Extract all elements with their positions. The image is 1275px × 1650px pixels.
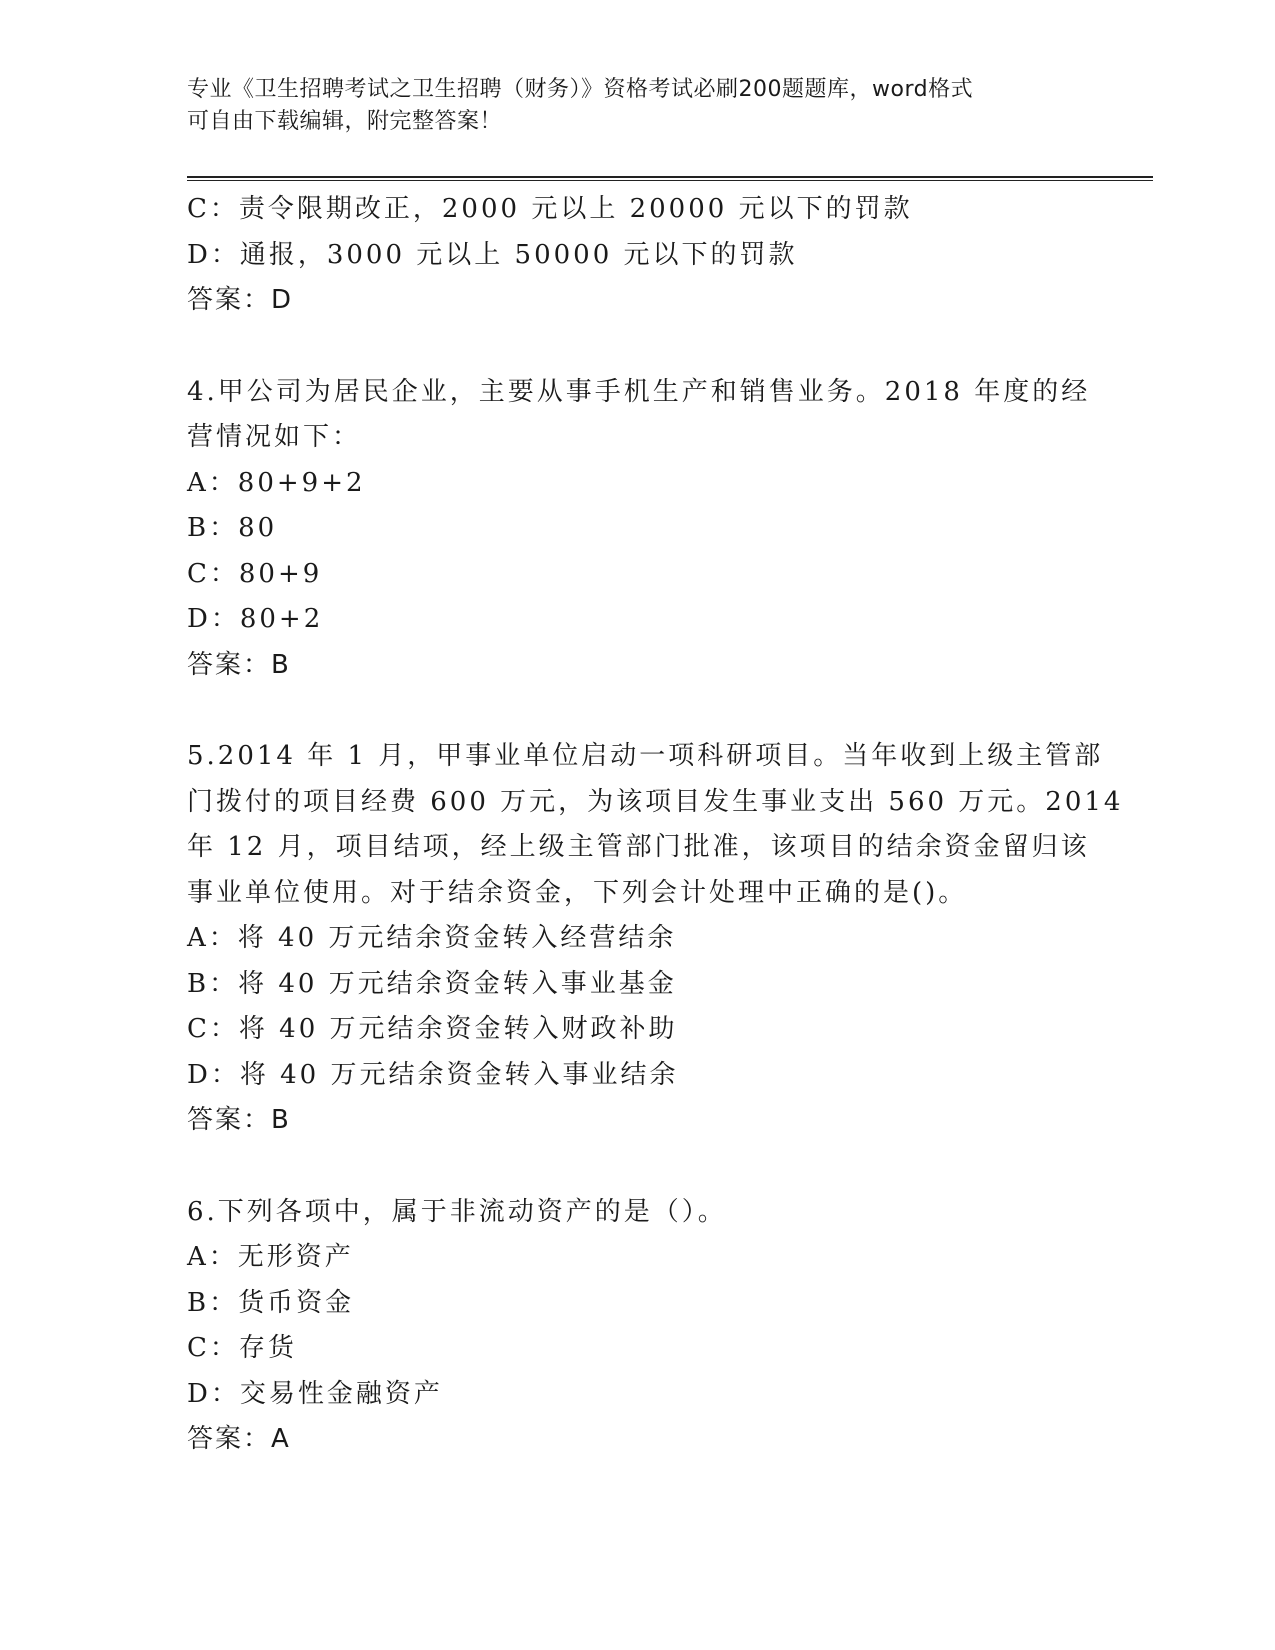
question-stem-line: 事业单位使用。对于结余资金，下列会计处理中正确的是()。 — [187, 877, 968, 908]
header-title-line-2: 可自由下载编辑，附完整答案！ — [187, 109, 503, 134]
question-5 — [187, 734, 1124, 1144]
partial-question — [187, 187, 1087, 324]
answer: 答案：A — [187, 1424, 291, 1454]
answer: 答案：D — [187, 285, 294, 315]
option-a: A：将 40 万元结余资金转入经营结余 — [187, 923, 677, 953]
option-b: B：80 — [187, 513, 278, 543]
option-a: A：无形资产 — [187, 1242, 354, 1272]
option-d: D：将 40 万元结余资金转入事业结余 — [187, 1059, 679, 1090]
page-header — [187, 74, 1067, 138]
question-stem-line: 营情况如下： — [187, 422, 362, 452]
question-stem-line: 年 12 月，项目结项，经上级主管部门批准，该项目的结余资金留归该 — [187, 832, 1090, 862]
option-a: A：80+9+2 — [187, 467, 366, 498]
question-6 — [187, 1190, 1087, 1463]
option-b: B：货币资金 — [187, 1287, 355, 1318]
option-c: C：80+9 — [187, 558, 323, 589]
option-c: C：存货 — [187, 1333, 297, 1363]
question-stem-line: 6.下列各项中，属于非流动资产的是（）。 — [187, 1196, 727, 1227]
option-c: C：将 40 万元结余资金转入财政补助 — [187, 1014, 678, 1044]
header-title-line-1: 专业《卫生招聘考试之卫生招聘（财务）》资格考试必刷200题题库，word格式 — [187, 77, 974, 102]
option-d: D：通报，3000 元以上 50000 元以下的罚款 — [187, 239, 798, 270]
header-divider — [187, 176, 1153, 181]
option-d: D：80+2 — [187, 604, 324, 634]
question-stem-line: 5.2014 年 1 月，甲事业单位启动一项科研项目。当年收到上级主管部 — [187, 741, 1104, 771]
option-c: C：责令限期改正，2000 元以上 20000 元以下的罚款 — [187, 194, 913, 224]
option-d: D：交易性金融资产 — [187, 1378, 443, 1409]
question-stem-line: 4.甲公司为居民企业，主要从事手机生产和销售业务。2018 年度的经 — [187, 376, 1091, 407]
question-4 — [187, 370, 1091, 689]
question-content — [187, 187, 1124, 1463]
answer: 答案：B — [187, 649, 291, 680]
answer: 答案：B — [187, 1105, 291, 1135]
option-b: B：将 40 万元结余资金转入事业基金 — [187, 968, 677, 999]
question-stem-line: 门拨付的项目经费 600 万元，为该项目发生事业支出 560 万元。2014 — [187, 786, 1124, 817]
